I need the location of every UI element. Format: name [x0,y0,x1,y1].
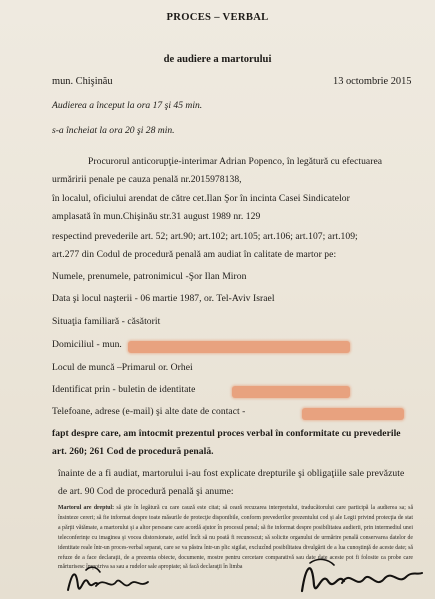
witness-birth: Data şi locul naşterii - 06 martie 1987, or. Tel-Aviv Israel [52,293,275,304]
witness-contact: Telefoane, adrese (e-mail) şi alte date de contact - [52,406,246,417]
signature-left [60,560,180,599]
intro-line: art.277 din Codul de procedură penală am audiat în calitate de martor pe: [52,249,337,260]
rights-text: să ştie în legătură cu care cauză este citat; să ceară recuzarea interpretului, traducătorului care participă la audierea sa; să însinteze cereri; să fie informat despre toate măsurile de protecţie disponibile, conform prevederilor prezentului cod şi ale Legii privind protecţia de stat a părţii vătămate, a martorului şi a altor persoane care acordă ajutor în procesul penal; să fie informat despre posibilitatea audierii, prin intermediul unei teleconferinţe cu imaginea şi vocea distorsionate, astfel încît să nu poată fi recunoscut; să solicite organului de urmărire penală conservarea datelor de identitate reale într-un proces-verbal separat, care se va păstra într-un plic sigilat, excluzînd posibilitatea divulgării de a lua cunoştinţă de aceste date; să refuze de a face declaraţii, de a prezenta obiecte, documente, mostre pentru cercetare comparativă sau date date aceste pot fi folosite ca probe care mărturisesc împotriva sa sau a rudelor sale apropiate; să facă declaraţii în limba [58,505,414,571]
location: mun. Chişinău [52,76,113,87]
intro-line: în localul, oficiului arendat de către cet.Ilan Şor în incinta Casei Sindicatelor [52,193,350,204]
fact-line: art. 260; 261 Cod de procedură penală. [52,446,214,457]
intro-line: urmăririi penale pe cauza penală nr.2015978138, [52,174,242,185]
signature-right [292,555,427,599]
fact-line: fapt despre care, am întocmit prezentul proces verbal în conformitate cu prevederile [52,428,401,439]
intro-line: amplasată în mun.Chişinău str.31 august 1989 nr. 129 [52,211,261,222]
before-line: de art. 90 Cod de procedură penală şi anume: [58,486,234,497]
redaction-contact [302,408,404,420]
witness-domicile: Domiciliul - mun. [52,339,122,350]
document-subtitle: de audiere a martorului [163,54,272,65]
redaction-domicile [128,341,350,353]
intro-line: respectind prevederile art. 52; art.90; art.102; art.105; art.106; art.107; art.109; [52,231,358,242]
witness-family: Situaţia familiară - căsătorit [52,316,161,327]
start-time: Audierea a început la ora 17 şi 45 min. [52,100,203,111]
before-line: înainte de a fi audiat, martorului i-au fost explicate drepturile şi obligaţiile sale prevăzute [58,468,405,479]
witness-name: Numele, prenumele, patronimicul -Şor Ilan Miron [52,271,247,282]
rights-lead: Martorul are dreptul: [58,505,115,511]
document-title: PROCES – VERBAL [166,12,269,23]
witness-id: Identificat prin - buletin de identitate [52,384,196,395]
intro-line: Procurorul anticorupţie-interimar Adrian Popenco, în legătură cu efectuarea [88,156,383,167]
witness-work: Locul de muncă –Primarul or. Orhei [52,362,193,373]
end-time: s-a încheiat la ora 20 şi 28 min. [52,125,175,136]
redaction-id [232,386,350,398]
document-date: 13 octombrie 2015 [333,76,412,87]
